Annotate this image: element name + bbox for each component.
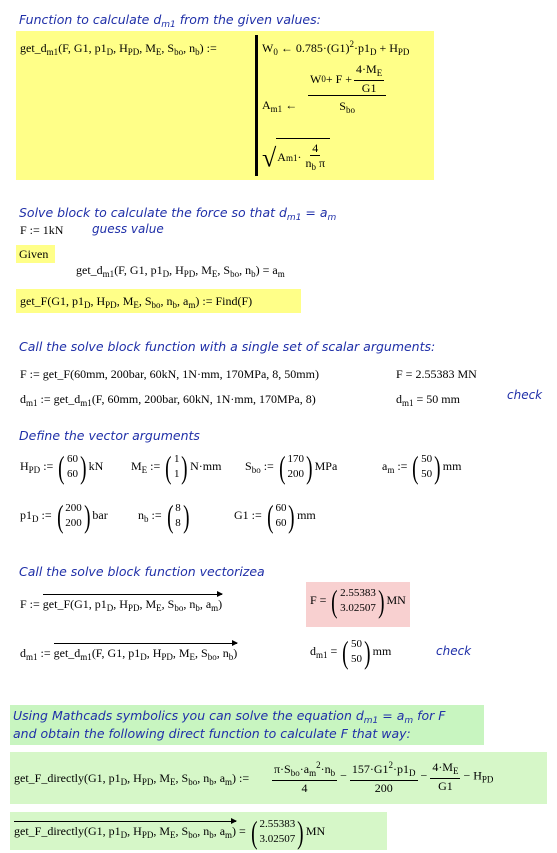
call-get-dm1-scalar[interactable]: $d_{m1}$ := $get\_d_{m1}(F$, 60mm, 200bar, 60kN, 1N·mm, 170MPa, 8) (20, 392, 316, 408)
dm1-scalar-result: $d_{m1} = 50$ mm (396, 392, 460, 408)
symbolic-note-line2: and obtain the following direct function to calculate F that way: (13, 726, 411, 741)
f-vectorized-call[interactable]: F := get_F(G1, $p1_D$, $H_{PD}$, $M_E$, $S_{bo}$, $n_b$, $a_m$) (20, 597, 222, 613)
am1-lhs: $A_{m1}$ ← (262, 98, 298, 114)
g1-vector-def[interactable]: G1 := ( 60 60 ) mm (234, 498, 316, 534)
f-scalar-result: F = 2.55383 MN (396, 367, 477, 381)
hpd-vector-def[interactable]: $H_{PD}$ := ( 60 60 ) kN (20, 449, 104, 485)
symbolic-note-line1: Using Mathcads symbolics you can solve the equation $d_{m1} = a_m$ for F (13, 708, 446, 726)
section-title-vector-args: Define the vector arguments (19, 428, 200, 443)
get-dm1-definition-lhs: $get\_d_{m1}(F$, G1, $p1_D$, $H_{PD}$, $M_E$, $S_{bo}$, $n_b$) := (20, 41, 217, 57)
check-label-2: check (436, 644, 472, 658)
direct-function-lhs: get_F_directly(G1, $p1_D$, $H_{PD}$, $M_E$, $S_{bo}$, $n_b$, $a_m$) := (14, 771, 250, 787)
section-title-function: Function to calculate $d_{m1}$ from the given values: (19, 12, 321, 30)
program-bar (255, 35, 258, 176)
f-guess-definition[interactable]: F := 1kN (20, 223, 64, 237)
section-title-vectorized-call: Call the solve block function vectorizea (19, 564, 265, 579)
given-keyword[interactable]: Given (16, 245, 55, 263)
me-vector-def[interactable]: $M_E$ := ( 1 1 ) N·mm (131, 449, 222, 485)
nb-vector-def[interactable]: $n_b$ := ( 8 8 ) (138, 498, 190, 534)
solve-constraint: $get\_d_{m1}(F$, G1, $p1_D$, $H_{PD}$, $M_E$, $S_{bo}$, $n_b) = a_m$ (76, 263, 285, 279)
check-label-1: check (507, 388, 543, 402)
f-vectorized-result: F = ( 2.55383 3.02507 ) MN (310, 583, 406, 619)
section-title-solve-block: Solve block to calculate the force so that $d_{m1} = a_m$ (19, 205, 337, 223)
dm1-vectorized-call[interactable]: $d_{m1}$ := $get\_d_{m1}(F$, G1, $p1_D$, $H_{PD}$, $M_E$, $S_{bo}$, $n_b$) (20, 646, 237, 662)
sbo-vector-def[interactable]: $S_{bo}$ := ( 170 200 ) MPa (245, 449, 338, 485)
am1-fraction: W 0 + F + $\frac{4\cdot M_E}{G1}$ $S_{bo}$ (308, 62, 386, 117)
find-definition: get_F(G1, $p1_D$, $H_{PD}$, $M_E$, $S_{bo}$, $n_b$, $a_m$) := Find(F) (20, 294, 253, 310)
call-get-f-scalar[interactable]: F := get_F(60mm, 200bar, 60kN, 1N·mm, 170MPa, 8, 50mm) (20, 367, 319, 381)
direct-evaluation: get_F_directly(G1, $p1_D$, $H_{PD}$, $M_E$, $S_{bo}$, $n_b$, $a_m$) = ( 2.55383 3.02507 ) MN (14, 814, 326, 850)
sqrt-expression: √A m1 · $\frac{4}{n_b \pi}$ (262, 138, 330, 174)
dm1-vectorized-result: $d_{m1}$ = ( 50 50 ) mm (310, 634, 392, 670)
p1d-vector-def[interactable]: $p1_D$ := ( 200 200 ) bar (20, 498, 108, 534)
direct-function-rhs: $\frac{\pi\cdot S_{bo}\cdot a_m^2\cdot n_b}{4}$ − $\frac{157\cdot G1^2\cdot p1_D}{200}$ − $\frac{4\cdot M_E}{G1}$ − $H_{PD}$ (274, 760, 494, 795)
section-title-scalar-call: Call the solve block function with a single set of scalar arguments: (19, 339, 436, 354)
w0-assignment: $W_0$ ← $0.785\cdot(G1)^2\cdot p1_D + H_{PD}$ (262, 39, 410, 57)
am-vector-def[interactable]: $a_m$ := ( 50 50 ) mm (382, 449, 462, 485)
guess-value-label: guess value (92, 222, 164, 236)
